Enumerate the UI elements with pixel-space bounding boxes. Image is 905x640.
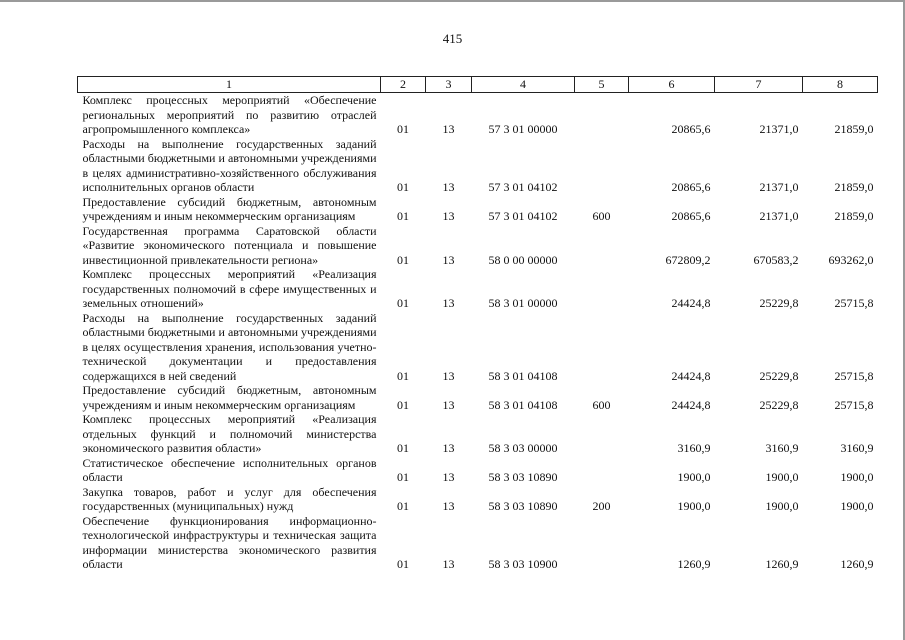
row-section-cell: 01 [397, 180, 409, 194]
row-amount-col8-cell: 693262,0 [828, 252, 874, 267]
row-amount-col6-cell: 24424,8 [671, 296, 711, 310]
header-col-1: 1 [78, 77, 381, 93]
row-subsection-cell: 13 [442, 209, 455, 223]
row-expense-type-cell [575, 456, 629, 485]
table-row [78, 137, 878, 195]
row-section-cell: 01 [397, 557, 409, 571]
row-subsection-cell: 13 [442, 470, 455, 484]
table-row [78, 195, 878, 224]
row-amount-col7-cell: 25229,8 [759, 368, 799, 383]
row-amount-col7-cell: 21371,0 [759, 122, 799, 136]
row-target-code-cell: 58 3 03 10890 [488, 470, 558, 484]
row-target-code-cell: 57 3 01 04102 [488, 180, 558, 194]
row-expense-type-cell [575, 514, 629, 572]
row-section-cell: 01 [397, 397, 409, 412]
row-amount-col7-cell: 25229,8 [759, 296, 799, 310]
row-amount-col6-cell: 1900,0 [677, 470, 711, 484]
row-amount-col8-cell: 21859,0 [834, 122, 874, 136]
page-number: 415 [442, 31, 463, 46]
row-amount-col8-cell: 1900,0 [840, 499, 874, 513]
row-amount-col8-cell: 3160,9 [840, 441, 874, 455]
table-row [78, 456, 878, 485]
row-expense-type-cell [575, 224, 629, 268]
row-expense-type-cell [575, 267, 629, 311]
row-amount-col7-cell: 1900,0 [765, 470, 799, 484]
row-amount-col6-cell: 20865,6 [671, 180, 711, 194]
row-name-cell: Государственная программа Саратовской области «Развитие экономического потенциала и повышение инвестиционной привлекательности региона» [82, 223, 377, 267]
row-amount-col6-cell: 24424,8 [671, 397, 711, 412]
header-col-2: 2 [381, 77, 426, 93]
row-section-cell: 01 [397, 209, 409, 223]
row-amount-col6-cell: 24424,8 [671, 368, 711, 383]
header-col-5: 5 [575, 77, 629, 93]
row-amount-col7-cell: 21371,0 [759, 180, 799, 194]
row-target-code-cell: 58 3 01 04108 [488, 397, 558, 412]
row-amount-col6-cell: 1260,9 [677, 557, 711, 571]
row-expense-type-cell: 600 [592, 397, 611, 412]
row-target-code-cell: 58 3 03 10890 [488, 499, 558, 513]
row-target-code-cell: 58 3 01 00000 [488, 296, 558, 310]
header-col-8: 8 [803, 77, 878, 93]
row-name-cell: Комплекс процессных мероприятий «Реализация государственных полномочий в сфере имущественных и земельных отношений» [82, 267, 377, 310]
row-section-cell: 01 [397, 470, 409, 484]
row-name-cell: Расходы на выполнение государственных заданий областными бюджетными и автономными учреждениями в целях осуществления хранения, использования учетно-технической документации и предоставления содержащихся в ней сведений [82, 310, 377, 383]
row-name-cell: Комплекс процессных мероприятий «Реализация отдельных функций и полномочий министерства экономического развития области» [82, 412, 377, 455]
row-target-code-cell: 57 3 01 04102 [488, 209, 558, 223]
row-amount-col6-cell: 672809,2 [665, 252, 711, 267]
row-amount-col6-cell: 20865,6 [671, 209, 711, 223]
row-amount-col7-cell: 21371,0 [759, 209, 799, 223]
row-name-cell: Предоставление субсидий бюджетным, автономным учреждениям и иным некоммерческим организациям [82, 194, 377, 223]
table-row [78, 412, 878, 456]
row-name-cell: Статистическое обеспечение исполнительных органов области [82, 455, 377, 484]
row-amount-col7-cell: 670583,2 [753, 252, 799, 267]
row-section-cell: 01 [397, 441, 409, 455]
row-expense-type-cell [575, 93, 629, 137]
header-col-6: 6 [629, 77, 715, 93]
table-row [78, 267, 878, 311]
row-amount-col8-cell: 21859,0 [834, 209, 874, 223]
row-name-cell: Предоставление субсидий бюджетным, автономным учреждениям и иным некоммерческим организациям [82, 383, 377, 412]
table-row [78, 224, 878, 268]
row-target-code-cell: 58 3 01 04108 [488, 368, 558, 383]
table-row [78, 383, 878, 412]
row-target-code-cell: 57 3 01 00000 [488, 122, 558, 136]
table-row [78, 485, 878, 514]
row-amount-col6-cell: 20865,6 [671, 122, 711, 136]
row-expense-type-cell [575, 137, 629, 195]
row-amount-col6-cell: 3160,9 [677, 441, 711, 455]
row-amount-col8-cell: 1260,9 [840, 557, 874, 571]
row-subsection-cell: 13 [442, 122, 455, 136]
row-amount-col6-cell: 1900,0 [677, 499, 711, 513]
header-col-4: 4 [472, 77, 575, 93]
header-col-7: 7 [715, 77, 803, 93]
table-row [78, 311, 878, 384]
table-body [78, 93, 878, 572]
row-amount-col8-cell: 25715,8 [834, 296, 874, 310]
row-subsection-cell: 13 [442, 296, 455, 310]
row-section-cell: 01 [397, 296, 409, 310]
row-name-cell: Расходы на выполнение государственных заданий областными бюджетными и автономными учреждениями в целях административно-хозяйственного обслуживания исполнительных органов области [82, 136, 377, 194]
row-name-cell: Обеспечение функционирования информационно-технологической инфраструктуры и техническая защита информации министерства экономического развития области [82, 513, 377, 571]
row-target-code-cell: 58 3 03 00000 [488, 441, 558, 455]
row-amount-col7-cell: 3160,9 [765, 441, 799, 455]
row-target-code-cell: 58 3 03 10900 [488, 557, 558, 571]
row-section-cell: 01 [397, 252, 409, 267]
row-amount-col8-cell: 21859,0 [834, 180, 874, 194]
row-name-cell: Закупка товаров, работ и услуг для обеспечения государственных (муниципальных) нужд [82, 484, 377, 513]
row-subsection-cell: 13 [442, 557, 455, 571]
row-subsection-cell: 13 [442, 441, 455, 455]
row-section-cell: 01 [397, 368, 409, 383]
row-subsection-cell: 13 [442, 499, 455, 513]
row-subsection-cell: 13 [442, 180, 455, 194]
budget-table [77, 76, 878, 572]
row-amount-col8-cell: 1900,0 [840, 470, 874, 484]
row-expense-type-cell: 600 [592, 209, 611, 223]
row-subsection-cell: 13 [442, 252, 455, 267]
header-col-3: 3 [426, 77, 472, 93]
row-expense-type-cell [575, 311, 629, 384]
row-section-cell: 01 [397, 499, 409, 513]
table-header [78, 77, 878, 93]
row-expense-type-cell [575, 412, 629, 456]
row-amount-col8-cell: 25715,8 [834, 368, 874, 383]
row-target-code-cell: 58 0 00 00000 [488, 252, 558, 267]
row-amount-col8-cell: 25715,8 [834, 397, 874, 412]
row-subsection-cell: 13 [442, 368, 455, 383]
table-row [78, 93, 878, 137]
row-subsection-cell: 13 [442, 397, 455, 412]
row-amount-col7-cell: 1900,0 [765, 499, 799, 513]
row-expense-type-cell: 200 [592, 499, 611, 513]
row-section-cell: 01 [397, 122, 409, 136]
page-edge-top [0, 0, 905, 2]
row-name-cell: Комплекс процессных мероприятий «Обеспечение региональных мероприятий по развитию отраслей агропромышленного комплекса» [82, 93, 377, 136]
row-amount-col7-cell: 1260,9 [765, 557, 799, 571]
row-amount-col7-cell: 25229,8 [759, 397, 799, 412]
table-row [78, 514, 878, 572]
header-row [78, 77, 878, 93]
